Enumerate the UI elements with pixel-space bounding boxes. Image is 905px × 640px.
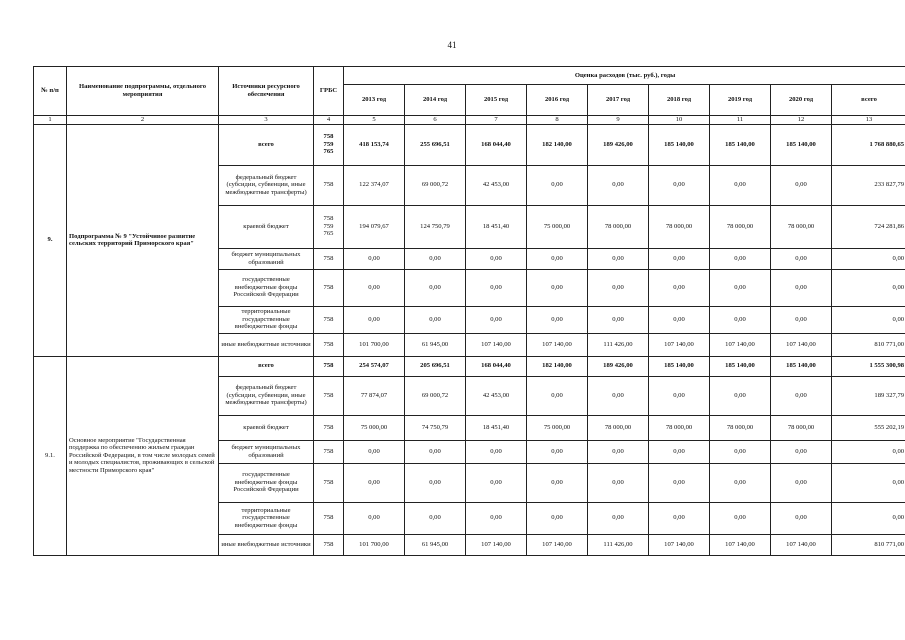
header-year: 2013 год <box>344 85 405 116</box>
year-value: 107 140,00 <box>649 534 710 555</box>
year-value: 0,00 <box>344 440 405 463</box>
grbs-code: 758 <box>314 415 344 440</box>
grbs-code: 758 <box>314 248 344 269</box>
year-value: 0,00 <box>649 165 710 205</box>
header-year: 2014 год <box>405 85 466 116</box>
grbs-code: 758 <box>314 534 344 555</box>
year-value: 194 079,67 <box>344 205 405 248</box>
column-number: 5 <box>344 116 405 125</box>
section-name: Основное мероприятие "Государственная поддержка по обеспечению жильем граждан Российской Федерации, в том числе молодых семей и молодых специалистов, проживающих в сельской местности Приморского края" <box>67 356 219 555</box>
total-value: 810 771,00 <box>832 333 905 356</box>
year-value: 78 000,00 <box>649 205 710 248</box>
total-value: 0,00 <box>832 269 905 306</box>
year-value: 185 140,00 <box>710 124 771 165</box>
funding-source: краевой бюджет <box>219 205 314 248</box>
year-value: 0,00 <box>771 440 832 463</box>
funding-source: иные внебюджетные источники <box>219 333 314 356</box>
year-value: 0,00 <box>527 463 588 502</box>
year-value: 168 044,40 <box>466 356 527 376</box>
year-value: 111 426,00 <box>588 333 649 356</box>
funding-source: всего <box>219 124 314 165</box>
year-value: 61 945,00 <box>405 534 466 555</box>
year-value: 78 000,00 <box>588 415 649 440</box>
year-value: 0,00 <box>710 269 771 306</box>
year-value: 0,00 <box>405 269 466 306</box>
header-name: Наименование подпрограммы, отдельного мероприятия <box>67 67 219 116</box>
year-value: 185 140,00 <box>771 124 832 165</box>
total-value: 0,00 <box>832 463 905 502</box>
funding-source: государственные внебюджетные фонды Российской Федерации <box>219 269 314 306</box>
year-value: 0,00 <box>466 502 527 534</box>
year-value: 0,00 <box>405 502 466 534</box>
year-value: 0,00 <box>649 306 710 333</box>
year-value: 75 000,00 <box>527 205 588 248</box>
year-value: 0,00 <box>710 502 771 534</box>
column-number: 8 <box>527 116 588 125</box>
header-year: 2019 год <box>710 85 771 116</box>
year-value: 0,00 <box>588 376 649 415</box>
grbs-code: 758 759 765 <box>314 205 344 248</box>
total-value: 555 202,19 <box>832 415 905 440</box>
page-number: 41 <box>447 40 457 50</box>
total-value: 724 281,86 <box>832 205 905 248</box>
year-value: 0,00 <box>710 376 771 415</box>
column-number: 6 <box>405 116 466 125</box>
year-value: 182 140,00 <box>527 356 588 376</box>
column-number: 2 <box>67 116 219 125</box>
year-value: 75 000,00 <box>344 415 405 440</box>
year-value: 107 140,00 <box>771 534 832 555</box>
header-num: № п/п <box>34 67 67 116</box>
year-value: 0,00 <box>710 463 771 502</box>
grbs-code: 758 <box>314 502 344 534</box>
year-value: 185 140,00 <box>649 124 710 165</box>
year-value: 18 451,40 <box>466 415 527 440</box>
year-value: 77 874,07 <box>344 376 405 415</box>
year-value: 0,00 <box>527 376 588 415</box>
year-value: 0,00 <box>527 165 588 205</box>
year-value: 107 140,00 <box>710 534 771 555</box>
column-number: 12 <box>771 116 832 125</box>
year-value: 74 750,79 <box>405 415 466 440</box>
year-value: 101 700,00 <box>344 333 405 356</box>
section-name: Подпрограмма № 9 "Устойчивое развитие сельских территорий Приморского края" <box>67 124 219 356</box>
funding-source: иные внебюджетные источники <box>219 534 314 555</box>
year-value: 0,00 <box>588 269 649 306</box>
year-value: 0,00 <box>344 502 405 534</box>
year-value: 124 750,79 <box>405 205 466 248</box>
year-value: 182 140,00 <box>527 124 588 165</box>
year-value: 69 000,72 <box>405 376 466 415</box>
year-value: 0,00 <box>771 165 832 205</box>
table-row <box>34 124 905 165</box>
year-value: 0,00 <box>710 165 771 205</box>
year-value: 122 374,07 <box>344 165 405 205</box>
year-value: 0,00 <box>710 306 771 333</box>
year-value: 78 000,00 <box>771 205 832 248</box>
year-value: 0,00 <box>527 440 588 463</box>
grbs-code: 758 <box>314 165 344 205</box>
column-number: 1 <box>34 116 67 125</box>
grbs-code: 758 <box>314 356 344 376</box>
total-value: 233 827,79 <box>832 165 905 205</box>
year-value: 101 700,00 <box>344 534 405 555</box>
year-value: 0,00 <box>344 463 405 502</box>
funding-source: территориальные государственные внебюджетные фонды <box>219 502 314 534</box>
year-value: 0,00 <box>649 502 710 534</box>
year-value: 18 451,40 <box>466 205 527 248</box>
year-value: 0,00 <box>771 376 832 415</box>
table-row <box>34 356 905 376</box>
year-value: 0,00 <box>771 502 832 534</box>
year-value: 185 140,00 <box>771 356 832 376</box>
header-total: всего <box>832 85 905 116</box>
year-value: 0,00 <box>466 269 527 306</box>
year-value: 42 453,00 <box>466 165 527 205</box>
funding-source: краевой бюджет <box>219 415 314 440</box>
year-value: 0,00 <box>405 248 466 269</box>
year-value: 107 140,00 <box>771 333 832 356</box>
header-year: 2017 год <box>588 85 649 116</box>
header-year: 2015 год <box>466 85 527 116</box>
year-value: 0,00 <box>710 248 771 269</box>
year-value: 0,00 <box>405 440 466 463</box>
funding-source: федеральный бюджет (субсидии, субвенции, иные межбюджетные трансферты) <box>219 376 314 415</box>
column-number: 13 <box>832 116 905 125</box>
grbs-code: 758 <box>314 463 344 502</box>
year-value: 0,00 <box>588 248 649 269</box>
year-value: 0,00 <box>527 306 588 333</box>
year-value: 107 140,00 <box>710 333 771 356</box>
year-value: 0,00 <box>771 248 832 269</box>
year-value: 0,00 <box>527 248 588 269</box>
year-value: 0,00 <box>649 376 710 415</box>
total-value: 1 768 880,65 <box>832 124 905 165</box>
year-value: 189 426,00 <box>588 124 649 165</box>
section-number: 9. <box>34 124 67 356</box>
year-value: 0,00 <box>771 269 832 306</box>
year-value: 0,00 <box>344 306 405 333</box>
total-value: 1 555 300,98 <box>832 356 905 376</box>
header-year: 2020 год <box>771 85 832 116</box>
year-value: 0,00 <box>405 463 466 502</box>
total-value: 810 771,00 <box>832 534 905 555</box>
year-value: 75 000,00 <box>527 415 588 440</box>
total-value: 0,00 <box>832 248 905 269</box>
funding-source: федеральный бюджет (субсидии, субвенции, иные межбюджетные трансферты) <box>219 165 314 205</box>
year-value: 0,00 <box>649 248 710 269</box>
funding-source: бюджет муниципальных образований <box>219 248 314 269</box>
grbs-code: 758 759 765 <box>314 124 344 165</box>
grbs-code: 758 <box>314 269 344 306</box>
year-value: 255 696,51 <box>405 124 466 165</box>
column-numbers-row <box>34 116 905 125</box>
grbs-code: 758 <box>314 306 344 333</box>
year-value: 0,00 <box>771 463 832 502</box>
total-value: 189 327,79 <box>832 376 905 415</box>
year-value: 107 140,00 <box>649 333 710 356</box>
column-number: 3 <box>219 116 314 125</box>
header-source: Источники ресурсного обеспечения <box>219 67 314 116</box>
year-value: 78 000,00 <box>710 415 771 440</box>
year-value: 69 000,72 <box>405 165 466 205</box>
year-value: 0,00 <box>466 440 527 463</box>
year-value: 0,00 <box>588 165 649 205</box>
year-value: 0,00 <box>710 440 771 463</box>
year-value: 185 140,00 <box>649 356 710 376</box>
year-value: 78 000,00 <box>588 205 649 248</box>
year-value: 0,00 <box>588 440 649 463</box>
funding-source: бюджет муниципальных образований <box>219 440 314 463</box>
year-value: 0,00 <box>649 269 710 306</box>
section-number: 9.1. <box>34 356 67 555</box>
year-value: 0,00 <box>405 306 466 333</box>
year-value: 418 153,74 <box>344 124 405 165</box>
year-value: 78 000,00 <box>771 415 832 440</box>
year-value: 78 000,00 <box>710 205 771 248</box>
column-number: 7 <box>466 116 527 125</box>
grbs-code: 758 <box>314 376 344 415</box>
year-value: 111 426,00 <box>588 534 649 555</box>
year-value: 0,00 <box>466 248 527 269</box>
budget-table <box>33 66 905 556</box>
year-value: 0,00 <box>649 463 710 502</box>
header-year: 2016 год <box>527 85 588 116</box>
grbs-code: 758 <box>314 333 344 356</box>
total-value: 0,00 <box>832 502 905 534</box>
year-value: 42 453,00 <box>466 376 527 415</box>
year-value: 0,00 <box>466 463 527 502</box>
year-value: 189 426,00 <box>588 356 649 376</box>
year-value: 78 000,00 <box>649 415 710 440</box>
year-value: 61 945,00 <box>405 333 466 356</box>
grbs-code: 758 <box>314 440 344 463</box>
year-value: 0,00 <box>649 440 710 463</box>
year-value: 0,00 <box>527 502 588 534</box>
year-value: 0,00 <box>466 306 527 333</box>
year-value: 107 140,00 <box>466 333 527 356</box>
column-number: 11 <box>710 116 771 125</box>
year-value: 0,00 <box>344 269 405 306</box>
column-number: 10 <box>649 116 710 125</box>
funding-source: всего <box>219 356 314 376</box>
year-value: 0,00 <box>344 248 405 269</box>
column-number: 4 <box>314 116 344 125</box>
year-value: 0,00 <box>588 306 649 333</box>
column-number: 9 <box>588 116 649 125</box>
year-value: 0,00 <box>588 502 649 534</box>
funding-source: территориальные государственные внебюджетные фонды <box>219 306 314 333</box>
year-value: 168 044,40 <box>466 124 527 165</box>
year-value: 0,00 <box>588 463 649 502</box>
year-value: 185 140,00 <box>710 356 771 376</box>
year-value: 107 140,00 <box>527 333 588 356</box>
total-value: 0,00 <box>832 440 905 463</box>
year-value: 254 574,07 <box>344 356 405 376</box>
year-value: 205 696,51 <box>405 356 466 376</box>
header-grbs: ГРБС <box>314 67 344 116</box>
year-value: 107 140,00 <box>527 534 588 555</box>
header-year: 2018 год <box>649 85 710 116</box>
funding-source: государственные внебюджетные фонды Российской Федерации <box>219 463 314 502</box>
year-value: 0,00 <box>771 306 832 333</box>
year-value: 107 140,00 <box>466 534 527 555</box>
year-value: 0,00 <box>527 269 588 306</box>
total-value: 0,00 <box>832 306 905 333</box>
header-estimate: Оценка расходов (тыс. руб.), годы <box>344 67 905 85</box>
